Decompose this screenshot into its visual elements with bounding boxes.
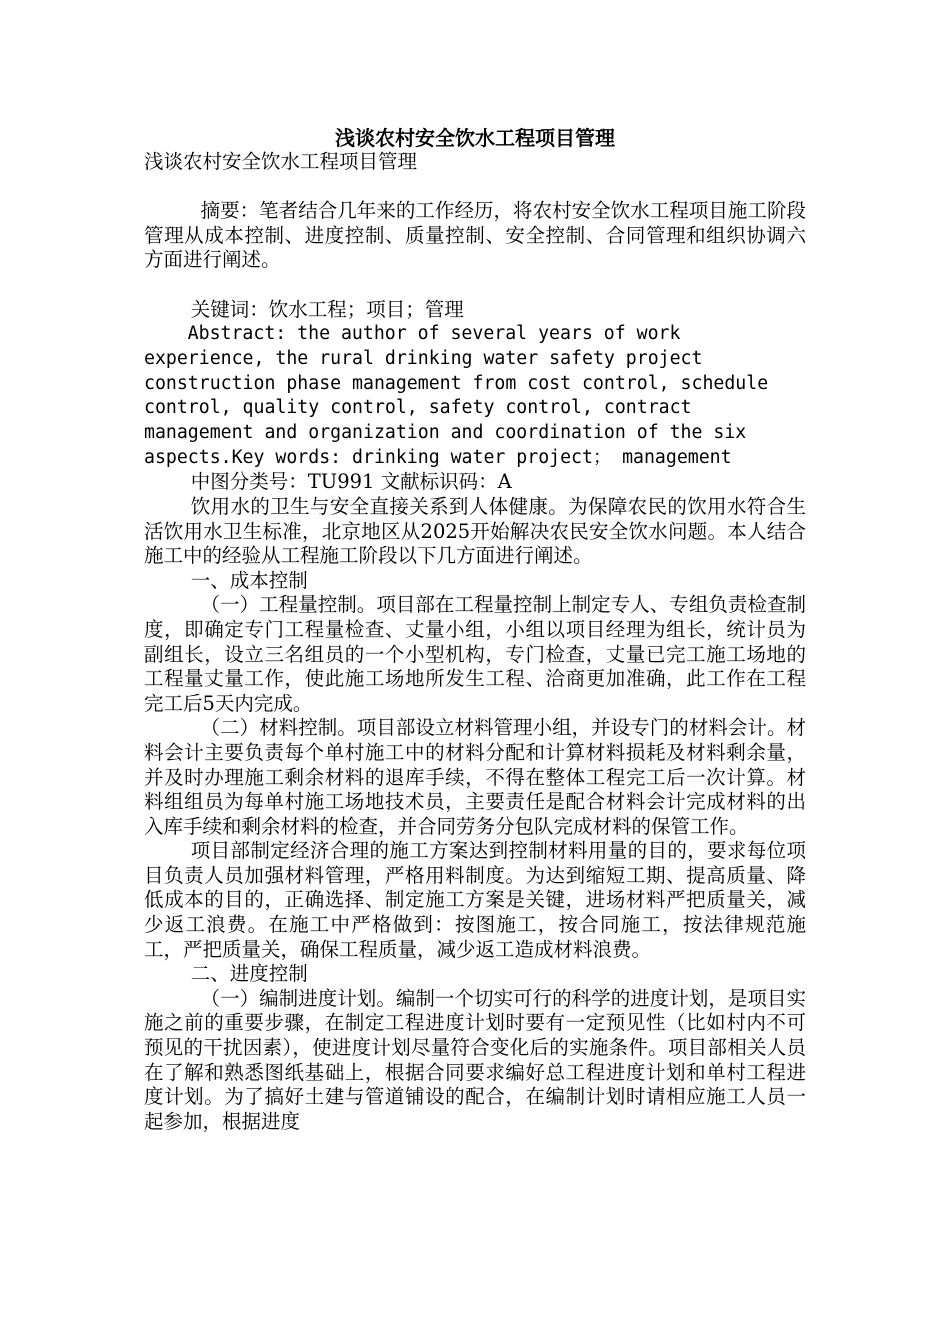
classification-line: 中图分类号：TU991 文献标识码：A: [190, 470, 512, 494]
blank-line: [144, 273, 806, 298]
document-body: [144, 150, 806, 1134]
section-heading-schedule: 二、进度控制: [190, 962, 308, 986]
abstract-cn: 摘要：笔者结合几年来的工作经历，将农村安全饮水工程项目施工阶段管理从成本控制、进度控制、质量控制、安全控制、合同管理和组织协调六方面进行阐述。: [144, 199, 806, 272]
intro-paragraph: 饮用水的卫生与安全直接关系到人体健康。为保障农民的饮用水符合生活饮用水卫生标准，北京地区从2025开始解决农民安全饮水问题。本人结合施工中的经验从工程施工阶段以下几方面进行阐述。: [144, 494, 806, 568]
paragraph-quantity-control: （一）工程量控制。项目部在工程量控制上制定专人、专组负责检查制度，即确定专门工程量检查、丈量小组，小组以项目经理为组长，统计员为副组长，设立三名组员的一个小型机构，专门检查，丈量已完工施工场地的工程量丈量工作，使此施工场地所发生工程、洽商更加准确，此工作在工程完工后5天内完成。: [144, 593, 806, 715]
blank-line: [144, 175, 806, 200]
paragraph-construction-plan: 项目部制定经济合理的施工方案达到控制材料用量的目的，要求每位项目负责人员加强材料管理，严格用料制度。为达到缩短工期、提高质量、降低成本的目的，正确选择、制定施工方案是关键，进场材料严把质量关，减少返工浪费。在施工中严格做到：按图施工，按合同施工，按法律规范施工，严把质量关，确保工程质量，减少返工造成材料浪费。: [144, 839, 806, 961]
keywords-cn: 关键词：饮水工程；项目；管理: [190, 297, 464, 321]
paragraph-material-control: （二）材料控制。项目部设立材料管理小组，并设专门的材料会计。材料会计主要负责每个单村施工中的材料分配和计算材料损耗及材料剩余量，并及时办理施工剩余材料的退库手续，不得在整体工程完工后一次计算。材料组组员为每单村施工场地技术员，主要责任是配合材料会计完成材料的出入库手续和剩余材料的检查，并合同劳务分包队完成材料的保管工作。: [144, 716, 806, 838]
paragraph-schedule-plan: （一）编制进度计划。编制一个切实可行的科学的进度计划，是项目实施之前的重要步骤，在制定工程进度计划时要有一定预见性（比如村内不可预见的干扰因素），使进度计划尽量符合变化后的实施条件。项目部相关人员在了解和熟悉图纸基础上，根据合同要求编好总工程进度计划和单村工程进度计划。为了搞好土建与管道铺设的配合，在编制计划时请相应施工人员一起参加，根据进度: [144, 986, 806, 1133]
abstract-en: Abstract: the author of several years of work experience, the rural drinking water safety project construction phase management from cost control, schedule control, quality control, safety control, contract management and organization and coordination of the six aspects.Key words: drinking water project； management: [144, 323, 769, 468]
document-subtitle: 浅谈农村安全饮水工程项目管理: [144, 150, 418, 173]
section-heading-cost: 一、成本控制: [190, 568, 308, 592]
document-title: 浅谈农村安全饮水工程项目管理: [335, 126, 615, 150]
